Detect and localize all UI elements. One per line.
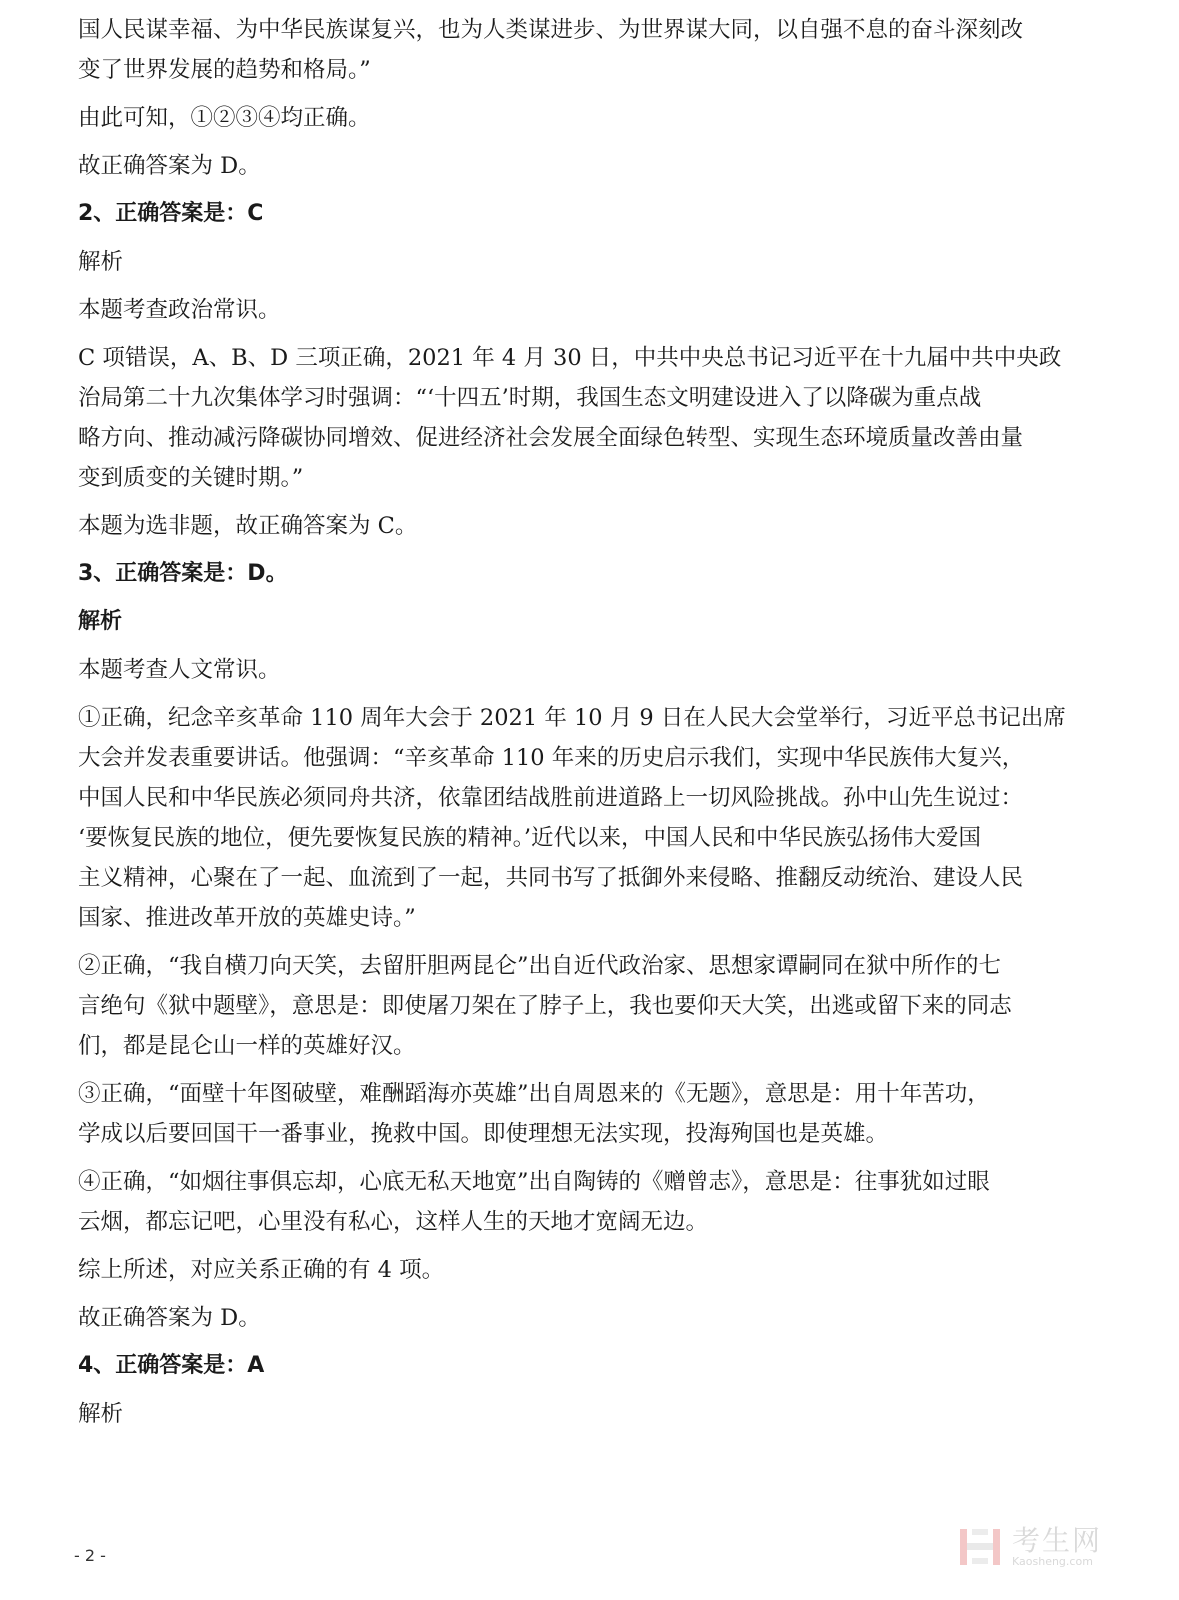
text-line: ②正确，“我自横刀向天笑，去留肝胆两昆仑”出自近代政治家、思想家谭嗣同在狱中所作的七 [78, 953, 1002, 979]
paragraph-gap [78, 1386, 1078, 1394]
paragraph [78, 98, 1078, 138]
watermark-url: Kaosheng.com [1012, 1555, 1093, 1568]
paragraph-gap [78, 1434, 1078, 1442]
text-line: 综上所述，对应关系正确的有 4 项。 [78, 1257, 445, 1283]
text-line: 们，都是昆仑山一样的英雄好汉。 [78, 1033, 416, 1059]
text-line: 变了世界发展的趋势和格局。” [78, 57, 371, 83]
paragraph [78, 946, 1078, 1066]
text-line: 略方向、推动减污降碳协同增效、促进经济社会发展全面绿色转型、实现生态环境质量改善由量 [78, 425, 1024, 451]
text-line: 3、正确答案是：D。 [78, 561, 288, 586]
paragraph-gap [78, 690, 1078, 698]
text-line: ③正确，“面壁十年图破壁，难酬蹈海亦英雄”出自周恩来的《无题》，意思是：用十年苦功， [78, 1081, 990, 1107]
answer-heading [78, 554, 1078, 594]
text-line: ④正确，“如烟往事俱忘却，心底无私天地宽”出自陶铸的《赠曾志》，意思是：往事犹如过眼 [78, 1169, 990, 1195]
paragraph [78, 698, 1078, 938]
paragraph [78, 242, 1078, 282]
paragraph-gap [78, 90, 1078, 98]
answer-heading [78, 602, 1078, 642]
paragraph-gap [78, 186, 1078, 194]
text-line: 治局第二十九次集体学习时强调：“‘十四五’时期，我国生态文明建设进入了以降碳为重点战 [78, 385, 982, 411]
paragraph-gap [78, 1338, 1078, 1346]
text-line: 本题为选非题，故正确答案为 C。 [78, 513, 418, 539]
watermark [958, 1522, 1138, 1572]
paragraph-gap [78, 1066, 1078, 1074]
answer-heading [78, 194, 1078, 234]
text-line: 国人民谋幸福、为中华民族谋复兴，也为人类谋进步、为世界谋大同，以自强不息的奋斗深刻改 [78, 17, 1024, 43]
paragraph-gap [78, 498, 1078, 506]
paragraph [78, 338, 1078, 498]
paragraph-gap [78, 1242, 1078, 1250]
paragraph [78, 146, 1078, 186]
paragraph-gap [78, 546, 1078, 554]
text-line: 2、正确答案是：C [78, 201, 264, 226]
paragraph-gap [78, 234, 1078, 242]
text-line: 解析 [78, 249, 124, 275]
text-line: 本题考查人文常识。 [78, 657, 281, 683]
paragraph [78, 10, 1078, 90]
text-line: 国家、推进改革开放的英雄史诗。” [78, 905, 416, 931]
answer-heading [78, 1346, 1078, 1386]
document-body [78, 10, 1078, 1442]
text-line: 中国人民和中华民族必须同舟共济，依靠团结战胜前进道路上一切风险挑战。孙中山先生说过： [78, 785, 1024, 811]
watermark-title: 考生网 [1012, 1524, 1103, 1557]
paragraph [78, 650, 1078, 690]
text-line: 学成以后要回国干一番事业，挽救中国。即使理想无法实现，投海殉国也是英雄。 [78, 1121, 889, 1147]
text-line: ①正确，纪念辛亥革命 110 周年大会于 2021 年 10 月 9 日在人民大会堂举行，习近平总书记出席 [78, 705, 1066, 731]
text-line: C 项错误，A、B、D 三项正确，2021 年 4 月 30 日，中共中央总书记习近平在十九届中共中央政 [78, 345, 1062, 371]
text-line: 故正确答案为 D。 [78, 153, 261, 179]
paragraph-gap [78, 1290, 1078, 1298]
paragraph-gap [78, 330, 1078, 338]
paragraph-gap [78, 642, 1078, 650]
paragraph [78, 1394, 1078, 1434]
paragraph [78, 1298, 1078, 1338]
page-number: - 2 - [74, 1546, 106, 1565]
paragraph [78, 506, 1078, 546]
paragraph-gap [78, 594, 1078, 602]
text-line: 解析 [78, 1401, 124, 1427]
paragraph-gap [78, 938, 1078, 946]
text-line: 大会并发表重要讲话。他强调：“辛亥革命 110 年来的历史启示我们，实现中华民族伟大复兴， [78, 745, 1025, 771]
paragraph-gap [78, 282, 1078, 290]
paragraph-gap [78, 1154, 1078, 1162]
paragraph-gap [78, 138, 1078, 146]
text-line: 本题考查政治常识。 [78, 297, 281, 323]
paragraph [78, 1162, 1078, 1242]
paragraph [78, 1250, 1078, 1290]
text-line: ‘要恢复民族的地位，便先要恢复民族的精神。’近代以来，中国人民和中华民族弘扬伟大爱国 [78, 825, 982, 851]
text-line: 主义精神，心聚在了一起、血流到了一起，共同书写了抵御外来侵略、推翻反动统治、建设人民 [78, 865, 1024, 891]
paragraph [78, 290, 1078, 330]
kaosheng-logo-icon [958, 1525, 1002, 1569]
text-line: 由此可知，①②③④均正确。 [78, 105, 371, 131]
text-line: 言绝句《狱中题壁》，意思是：即使屠刀架在了脖子上，我也要仰天大笑，出逃或留下来的同志 [78, 993, 1012, 1019]
text-line: 云烟，都忘记吧，心里没有私心，这样人生的天地才宽阔无边。 [78, 1209, 709, 1235]
text-line: 解析 [78, 609, 123, 634]
text-line: 4、正确答案是：A [78, 1353, 265, 1378]
paragraph [78, 1074, 1078, 1154]
text-line: 故正确答案为 D。 [78, 1305, 261, 1331]
text-line: 变到质变的关键时期。” [78, 465, 304, 491]
